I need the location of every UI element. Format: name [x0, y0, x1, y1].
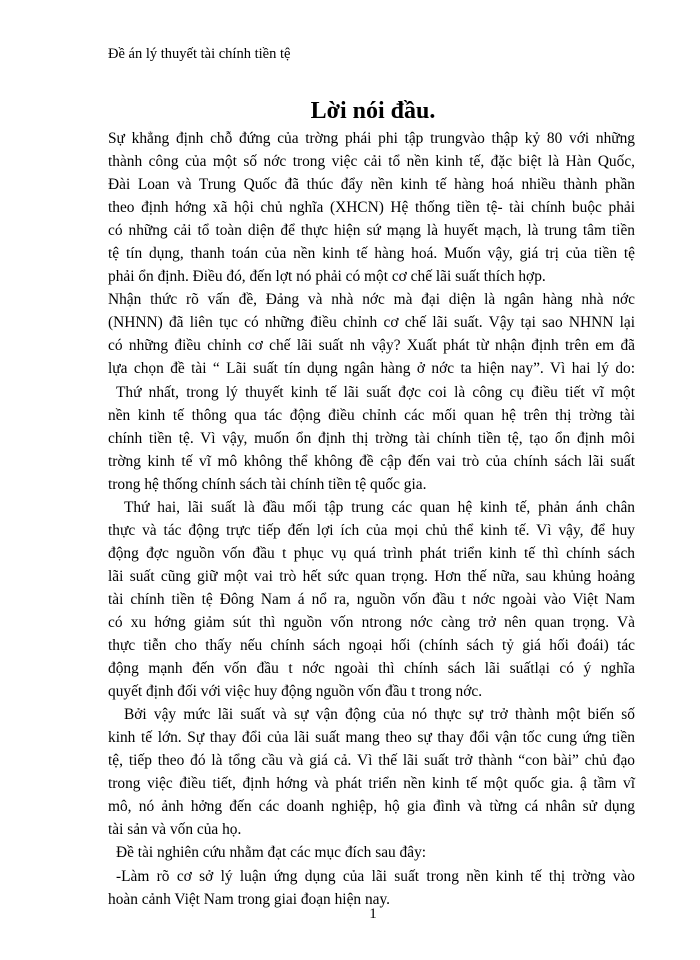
text-line: Thứ nhất, trong lý thuyết kinh tế lãi suất đợc coi là công cụ điều tiết vĩ một: [116, 383, 635, 401]
text-line: lãi suất cũng giữ một vai trò hết sức quan trọng. Hơn thế nữa, sau khủng hoảng: [108, 567, 635, 585]
text-line: tệ tín dụng, thanh toán của nền kinh tế hàng hoá. Muốn vậy, giá trị của tiền tệ: [108, 245, 635, 263]
text-line: thành công của một số nớc trong việc cải tổ nền kinh tế, đặc biệt là Hàn Quốc,: [108, 153, 635, 171]
text-line: Thứ hai, lãi suất là đầu mối tập trung các quan hệ kinh tế, phản ánh chân: [124, 498, 635, 516]
text-line: tài sản và vốn của họ.: [108, 821, 242, 839]
page-number: 1: [369, 906, 377, 922]
text-line: trong hệ thống chính sách tài chính tiền tệ quốc gia.: [108, 475, 427, 493]
text-line: thực tiễn cho thấy nếu chính sách ngoại hối (chính sách tỷ giá hối đoái) tác: [108, 637, 635, 655]
text-line: mô, nó ảnh hởng đến các doanh nghiệp, hộ gia đình và từng cá nhân sử dụng: [108, 798, 635, 816]
text-line: theo định hớng xã hội chủ nghĩa (XHCN) Hệ thống tiền tệ- tài chính buộc phải: [108, 199, 635, 217]
text-line: kinh tế lớn. Sự thay đổi của lãi suất mang theo sự thay đổi vận tốc cung ứng tiền: [108, 729, 635, 747]
text-line: Bởi vậy mức lãi suất và sự vận động của nó thực sự trở thành một biến số: [124, 706, 635, 724]
text-line: trong việc điều tiết, định hớng và phát triển nền kinh tế một quốc gia. ậ tầm vĩ: [108, 775, 635, 793]
text-line: tệ, tiếp theo đó là tổng cầu và giá cả. Vì thế lãi suất trở thành “con bài” chủ đạo: [108, 752, 635, 770]
text-line: Đề tài nghiên cứu nhằm đạt các mục đích sau đây:: [116, 844, 427, 862]
text-line: động đợc nguồn vốn đầu t phục vụ quá trình phát triển kinh tế thì chính sách: [108, 544, 635, 562]
text-line: thực và tác động trực tiếp đến lợi ích của mọi chủ thể kinh tế. Vì vậy, để huy: [108, 521, 635, 539]
text-line: phải ổn định. Điều đó, đến lợt nó phải có một cơ chế lãi suất thích hợp.: [108, 268, 546, 286]
running-header: Đề án lý thuyết tài chính tiền tệ: [108, 46, 291, 62]
text-line: động mạnh đến vốn đầu t nớc ngoài thì chính sách lãi suấtlại có ý nghĩa: [108, 660, 635, 678]
text-line: có những điều chỉnh cơ chế lãi suất nh vậy? Xuất phát từ nhận định trên em đã: [108, 337, 635, 355]
text-line: hoàn cảnh Việt Nam trong giai đoạn hiện nay.: [108, 890, 391, 908]
text-line: Đài Loan và Trung Quốc đã thúc đẩy nền kinh tế hàng hoá nhiều thành phần: [108, 176, 635, 194]
text-line: nền kinh tế thông qua tác động điều chỉnh các mối quan hệ trên thị trờng tài: [108, 406, 635, 424]
text-line: tài chính tiền tệ Đông Nam á nổ ra, nguồn vốn đầu t nớc ngoài vào Việt Nam: [108, 590, 635, 608]
page-title: Lời nói đầu.: [310, 98, 436, 124]
text-line: chính tiền tệ. Vì vậy, muốn ổn định thị trờng tài chính tiền tệ, tạo ổn định môi: [108, 429, 635, 447]
text-line: lựa chọn đề tài “ Lãi suất tín dụng ngân hàng ở nớc ta hiện nay”. Vì hai lý do:: [108, 360, 635, 378]
body-text: [108, 127, 635, 911]
text-line: (NHNN) đã liên tục có những điều chỉnh cơ chế lãi suất. Vậy tại sao NHNN lại: [108, 314, 635, 332]
text-line: -Làm rõ cơ sở lý luận ứng dụng của lãi suất trong nền kinh tế thị trờng vào: [116, 867, 635, 885]
text-line: Sự khẳng định chỗ đứng của trờng phái phi tập trungvào thập kỷ 80 với những: [108, 130, 635, 147]
text-line: quyết định đối với việc huy động nguồn vốn đầu t trong nớc.: [108, 683, 483, 701]
text-line: có những cải tổ toàn diện để thực hiện sứ mạng là huyết mạch, là trung tâm tiền: [108, 222, 635, 240]
text-line: có xu hớng giảm sút thì nguồn vốn ntrong nớc càng trở nên quan trọng. Và: [108, 613, 635, 631]
text-line: trờng kinh tế vĩ mô không thể không đề cập đến vai trò của chính sách lãi suất: [108, 452, 635, 470]
text-line: Nhận thức rõ vấn đề, Đảng và nhà nớc mà đại diện là ngân hàng nhà nớc: [108, 291, 635, 309]
